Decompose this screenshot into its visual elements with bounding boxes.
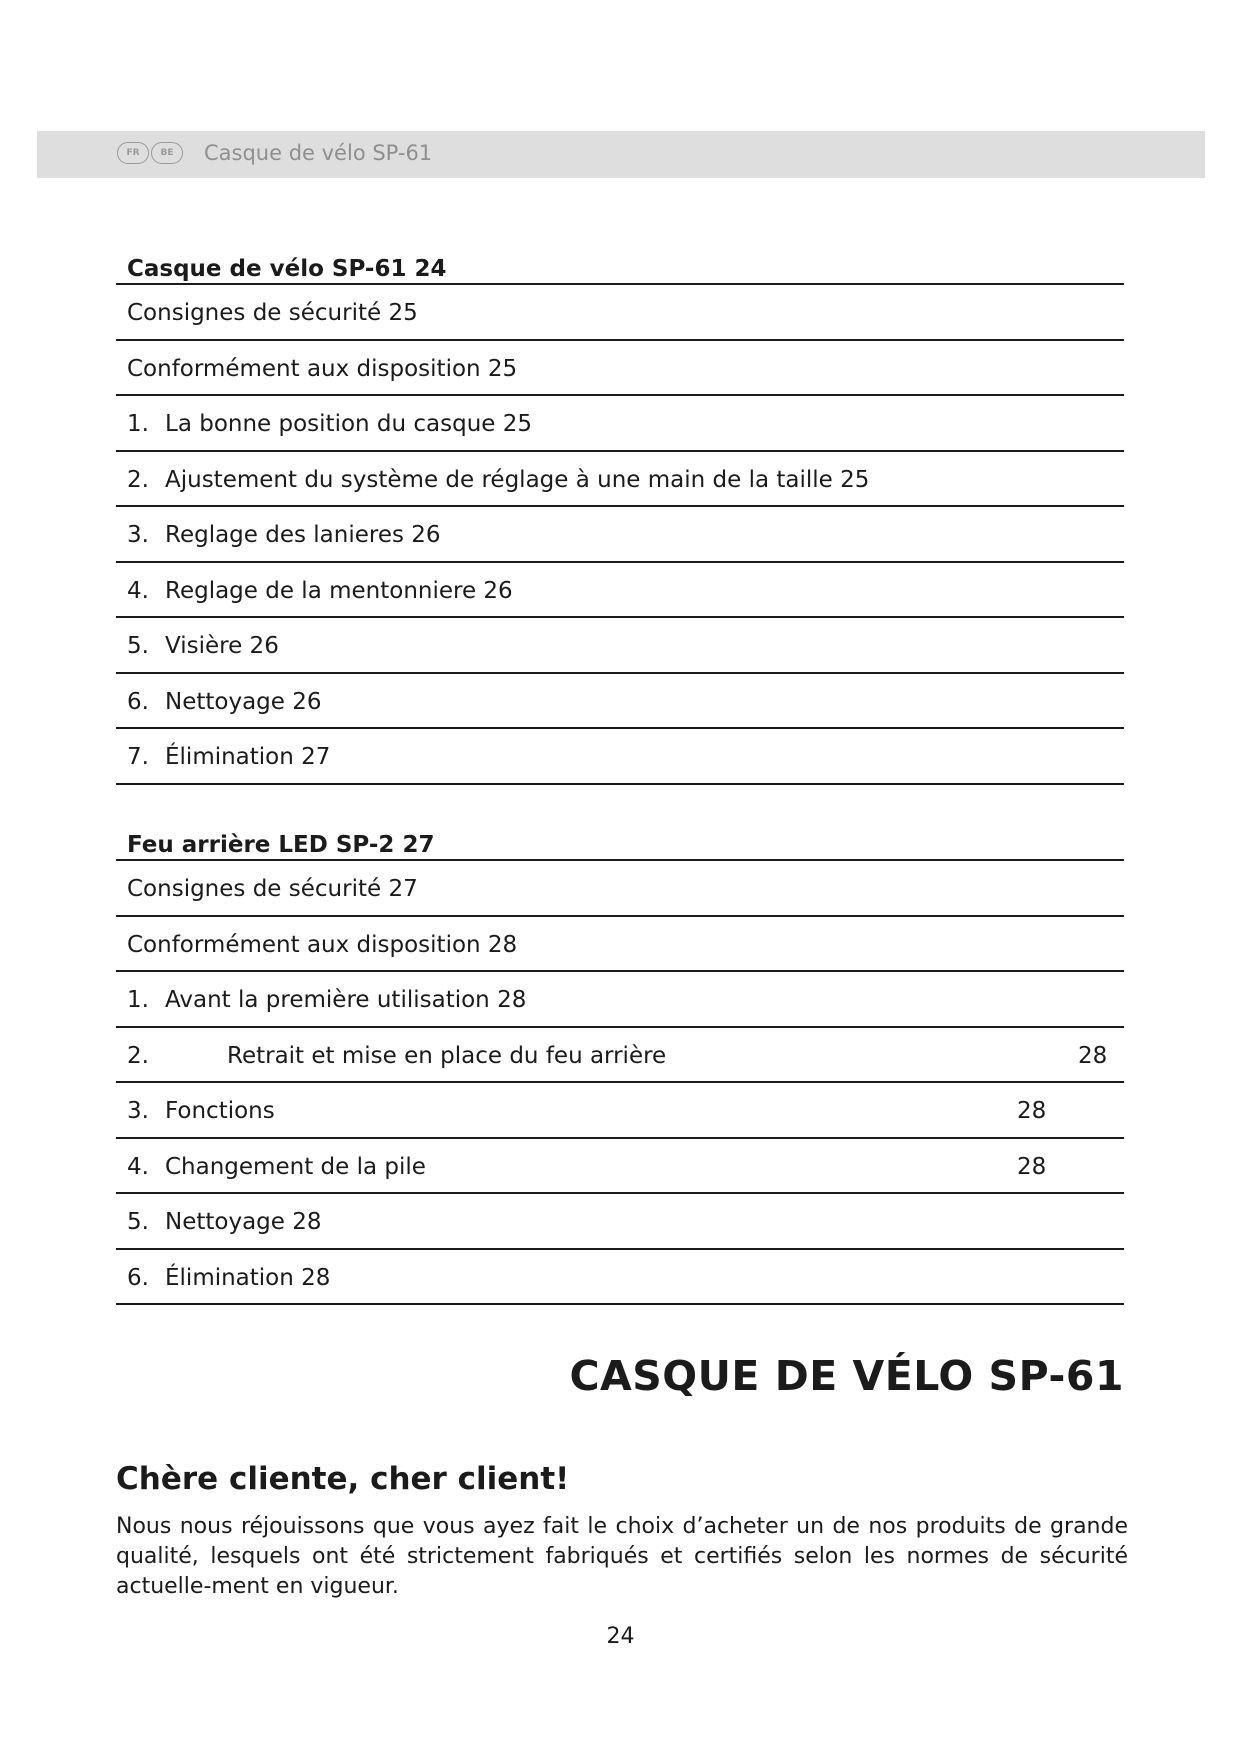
toc-row [116,1194,1124,1250]
toc-row-text: Retrait et mise en place du feu arrière [227,1042,667,1069]
toc-row [116,507,1124,563]
toc-row [116,1139,1124,1195]
toc-row-number: 3. [127,522,149,548]
toc-row-text: La bonne position du casque 25 [165,411,533,437]
toc-row-text: Ajustement du système de réglage à une main de la taille 25 [165,466,870,493]
toc-row-number: 3. [127,1098,149,1124]
intro-paragraph: Nous nous réjouissons que vous ayez fait le choix d’acheter un de nos produits de grande qualité, lesquels ont été strictement fabriqués et certifiés selon les normes de sécurité actuelle-ment en vigueur. [116,1514,1128,1599]
greeting-heading: Chère cliente, cher client! [116,1461,570,1497]
toc-row-text: Élimination 28 [165,1264,331,1291]
toc-row [116,1250,1124,1306]
toc-row-number: 2. [127,1042,149,1069]
toc-row-text: Reglage de la mentonniere 26 [165,577,513,604]
badge-be: BE [151,142,183,164]
toc-row-number: 6. [127,1264,149,1291]
toc-row-text: Visière 26 [165,633,279,659]
toc-row-number: 7. [127,744,149,770]
toc-row-number: 1. [127,411,149,437]
toc-row-text: Changement de la pile [165,1153,426,1180]
toc-row [116,563,1124,619]
toc-row [116,674,1124,730]
toc-row-number: 2. [127,466,149,493]
toc-section-tail-light [116,827,1124,1305]
page-number: 24 [606,1624,635,1649]
toc-row-page: 28 [1017,1098,1047,1124]
toc-row [116,972,1124,1028]
toc-section-helmet [116,251,1124,785]
toc-row [116,285,1124,341]
toc-row [116,396,1124,452]
running-header [37,131,1205,178]
toc-row-text: Élimination 27 [165,744,331,770]
toc-row [116,618,1124,674]
toc-row-page: 28 [1078,1042,1108,1069]
toc-row-number: 1. [127,987,149,1013]
toc-row-text: Reglage des lanieres 26 [165,522,441,548]
toc-row-number: 4. [127,1153,149,1180]
toc-row [116,917,1124,973]
toc-row-text: Avant la première utilisation 28 [165,987,527,1013]
toc-row-number: 4. [127,577,149,604]
badge-fr: FR [117,142,149,164]
toc-row [116,1028,1124,1084]
toc-row [116,341,1124,397]
toc-row [116,861,1124,917]
toc-row [116,452,1124,508]
toc-row-number: 5. [127,633,149,659]
toc-heading: Feu arrière LED SP-2 27 [116,827,1124,861]
toc-row [116,729,1124,785]
toc-row-text: Nettoyage 26 [165,688,322,715]
toc-row-page: 28 [1017,1153,1047,1180]
header-title: Casque de vélo SP-61 [204,141,433,165]
toc-row-text: Conformément aux disposition 28 [127,931,518,958]
chapter-title: CASQUE DE VÉLO SP-61 [569,1352,1124,1400]
toc-row-text: Fonctions [165,1098,275,1124]
toc-row-text: Conformément aux disposition 25 [127,355,518,382]
toc-heading: Casque de vélo SP-61 24 [116,251,1124,285]
toc-row-number: 6. [127,688,149,715]
language-badges [117,142,183,164]
toc-row [116,1083,1124,1139]
toc-row-text: Consignes de sécurité 25 [127,300,418,326]
toc-row-number: 5. [127,1209,149,1235]
toc-row-text: Nettoyage 28 [165,1209,322,1235]
toc-row-text: Consignes de sécurité 27 [127,876,418,902]
